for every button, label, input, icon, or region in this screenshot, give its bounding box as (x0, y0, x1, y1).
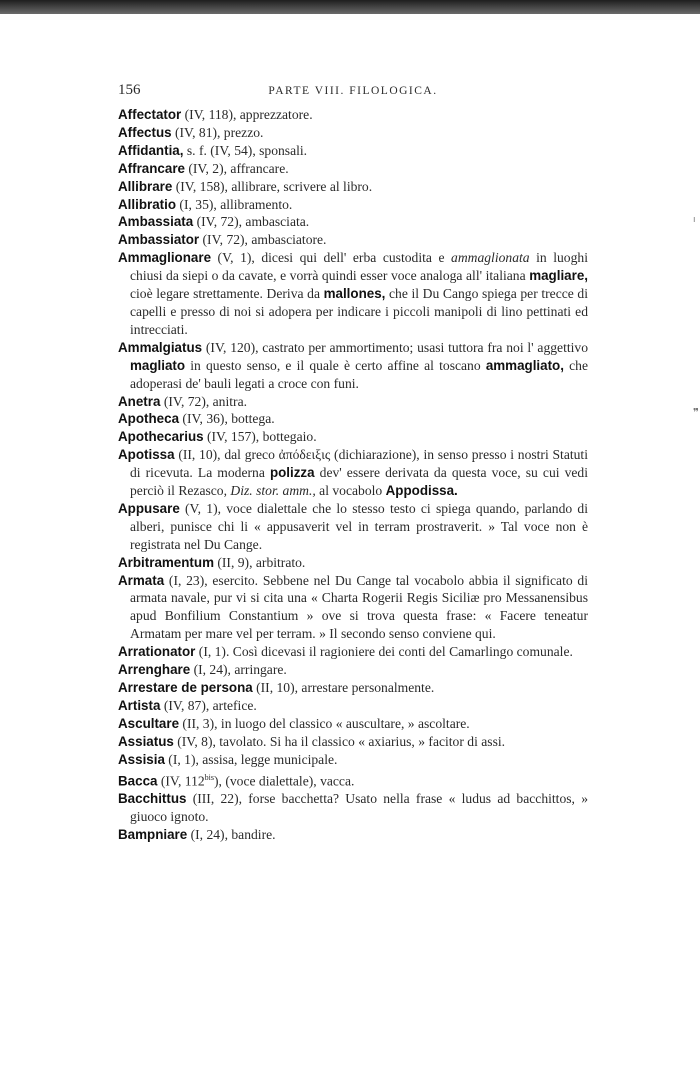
entry-headword: Allibrare (118, 178, 173, 194)
entry-headword: Allibratio (118, 196, 177, 212)
entry-text: (IV, 72), ambasciata. (193, 214, 310, 230)
glossary-entry (118, 554, 588, 572)
entry-text: (IV, 118), apprezzatore. (181, 107, 313, 122)
entry-text: (I, 24), bandire. (187, 826, 276, 842)
entry-term: ammagliato, (485, 357, 564, 373)
entry-text: (I, 24), arringare. (190, 662, 287, 678)
entry-text: s. f. (IV, 54), sponsali. (183, 142, 308, 158)
entry-text: ), (voce dialettale), vacca. (214, 773, 355, 789)
entry-text: in questo senso, e il quale è certo affine al toscano (185, 357, 486, 373)
entry-headword: Ammaglionare (118, 250, 212, 266)
glossary-entry (118, 249, 588, 339)
glossary-entry (118, 446, 588, 500)
glossary-entry (118, 213, 588, 231)
entry-text: (I, 35), allibramento. (176, 196, 293, 212)
entry-text: (V, 1), dicesi qui dell' erba custodita e (211, 250, 452, 266)
glossary-entry (118, 231, 588, 249)
entry-headword: Affectus (118, 124, 172, 140)
entry-term: magliato (130, 357, 186, 373)
scan-margin-mark: ı (693, 214, 696, 224)
scan-top-edge (0, 0, 700, 14)
entry-text: (IV, 2), affrancare. (184, 160, 289, 176)
entry-headword: Affectator (118, 107, 182, 122)
glossary-entry (118, 697, 588, 715)
entry-headword: Bampniare (118, 826, 188, 842)
entry-text: dev' essere derivata da questa voce, su cui vedi perciò il Rezasco, (130, 465, 588, 499)
glossary-entry (118, 428, 588, 446)
glossary-entry (118, 661, 588, 679)
entry-headword: Armata (118, 572, 165, 588)
entry-headword: Assisia (118, 751, 165, 767)
glossary-entry (118, 826, 588, 844)
scan-margin-mark: ❞ (693, 407, 699, 419)
entry-text: (IV, 81), prezzo. (171, 124, 264, 140)
glossary-entry (118, 160, 588, 178)
entry-text: (I, 23), esercito. Sebbene nel Du Cange tal vocabolo abbia il significato di armata navale, pur vi si cita una « Charta Rogerii Regis Siciliæ pro Messanensibus apud Bonfilium Constantium » ove si trova questa frase: « Facere teneatur Armatam per mare vel per terram. » Il secondo senso conviene qui. (130, 572, 588, 642)
entry-text: cioè legare strettamente. Deriva da (130, 286, 324, 302)
glossary-entry (118, 393, 588, 411)
entry-text: (I, 1). Così dicevasi il ragioniere dei conti del Camarlingo comunale. (195, 644, 573, 660)
glossary-entry (118, 142, 588, 160)
entry-headword: Arbitramentum (118, 554, 214, 570)
entry-term: polizza (269, 465, 315, 481)
glossary-entry (118, 572, 588, 644)
entry-text: (V, 1), voce dialettale che lo stesso testo ci spiega quando, parlando di alberi, punisce chi li « appusaverit vel in terram prostraverit. » Tal voce non è registrata nel Du Cange. (130, 500, 588, 552)
entry-headword: Ascultare (118, 715, 180, 731)
page-header (118, 82, 588, 104)
glossary-entry (118, 679, 588, 697)
entry-headword: Artista (118, 697, 161, 713)
entry-text: (IV, 72), ambasciatore. (199, 232, 327, 248)
entry-text: che adoperasi de' bauli legati a croce con funi. (130, 357, 589, 391)
entry-headword: Apotheca (118, 411, 180, 427)
glossary-entry (118, 733, 588, 751)
entry-headword: Appusare (118, 500, 180, 516)
entry-term: Appodissa. (385, 483, 458, 499)
entry-text: (IV, 158), allibrare, scrivere al libro. (172, 178, 373, 194)
glossary-entry (118, 410, 588, 428)
glossary-entry (118, 124, 588, 142)
glossary-entry (118, 178, 588, 196)
page-number: 156 (118, 82, 141, 98)
entry-headword: Assiatus (118, 733, 174, 749)
glossary-entries (118, 106, 588, 844)
glossary-entry (118, 500, 588, 554)
glossary-entry (118, 751, 588, 769)
glossary-entry (118, 106, 588, 124)
entry-text: (I, 1), assisa, legge municipale. (164, 751, 338, 767)
entry-text: che il Du Cango spiega per trecce di capelli e presso di noi si adopera per indicare i piccoli manipoli di lino pettinati ed intrecciati. (130, 286, 588, 337)
glossary-entry (118, 196, 588, 214)
entry-text: (IV, 36), bottega. (179, 411, 275, 427)
glossary-entry (118, 715, 588, 733)
document-page (118, 82, 588, 844)
entry-italic-text: Diz. stor. amm., (230, 483, 316, 499)
entry-headword: Ammalgiatus (118, 339, 203, 355)
entry-text: (IV, 157), bottegaio. (203, 429, 317, 445)
glossary-entry (118, 339, 588, 393)
entry-headword: Bacca (118, 773, 158, 789)
entry-superscript: bis (204, 772, 215, 782)
entry-headword: Apotissa (118, 447, 175, 463)
entry-headword: Bacchittus (118, 790, 187, 806)
entry-text: (II, 3), in luogo del classico « auscultare, » ascoltare. (179, 715, 470, 731)
entry-term: magliare, (529, 268, 588, 284)
entry-text: in luoghi chiusi da siepi o da cavate, e vorrà quindi esser voce analoga all' italiana (130, 250, 588, 284)
entry-text: (II, 10), arrestare personalmente. (252, 680, 435, 695)
entry-headword: Arrenghare (118, 662, 191, 678)
entry-text: (IV, 72), anitra. (160, 393, 247, 409)
running-title: PARTE VIII. FILOLOGICA. (268, 85, 438, 97)
entry-term: mallones, (323, 286, 386, 302)
entry-headword: Affrancare (118, 160, 185, 176)
entry-text: (II, 9), arbitrato. (213, 554, 306, 570)
entry-italic-text: ammaglionata (451, 250, 530, 266)
entry-text: (IV, 120), castrato per ammortimento; usasi tuttora fra noi l' aggettivo (202, 339, 588, 355)
entry-text: (IV, 112 (157, 773, 205, 789)
entry-headword: Ambassiator (118, 232, 200, 248)
entry-headword: Apothecarius (118, 429, 204, 445)
entry-headword: Anetra (118, 393, 161, 409)
entry-text: al vocabolo (315, 483, 386, 499)
entry-headword: Arrationator (118, 644, 196, 660)
entry-text: (IV, 87), artefice. (160, 697, 257, 713)
glossary-entry (118, 643, 588, 661)
entry-text: (II, 10), dal greco ἀπόδειξις (dichiarazione), in senso presso i nostri Statuti di ricevuta. La moderna (130, 447, 588, 481)
glossary-entry (118, 769, 588, 790)
entry-headword: Arrestare de persona (118, 680, 253, 695)
entry-headword: Ambassiata (118, 214, 194, 230)
glossary-entry (118, 790, 588, 826)
entry-headword: Affidantia, (118, 142, 184, 158)
entry-text: (IV, 8), tavolato. Si ha il classico « axiarius, » facitor di assi. (173, 733, 506, 749)
entry-text: (III, 22), forse bacchetta? Usato nella frase « ludus ad bacchittos, » giuoco ignoto. (130, 790, 588, 824)
